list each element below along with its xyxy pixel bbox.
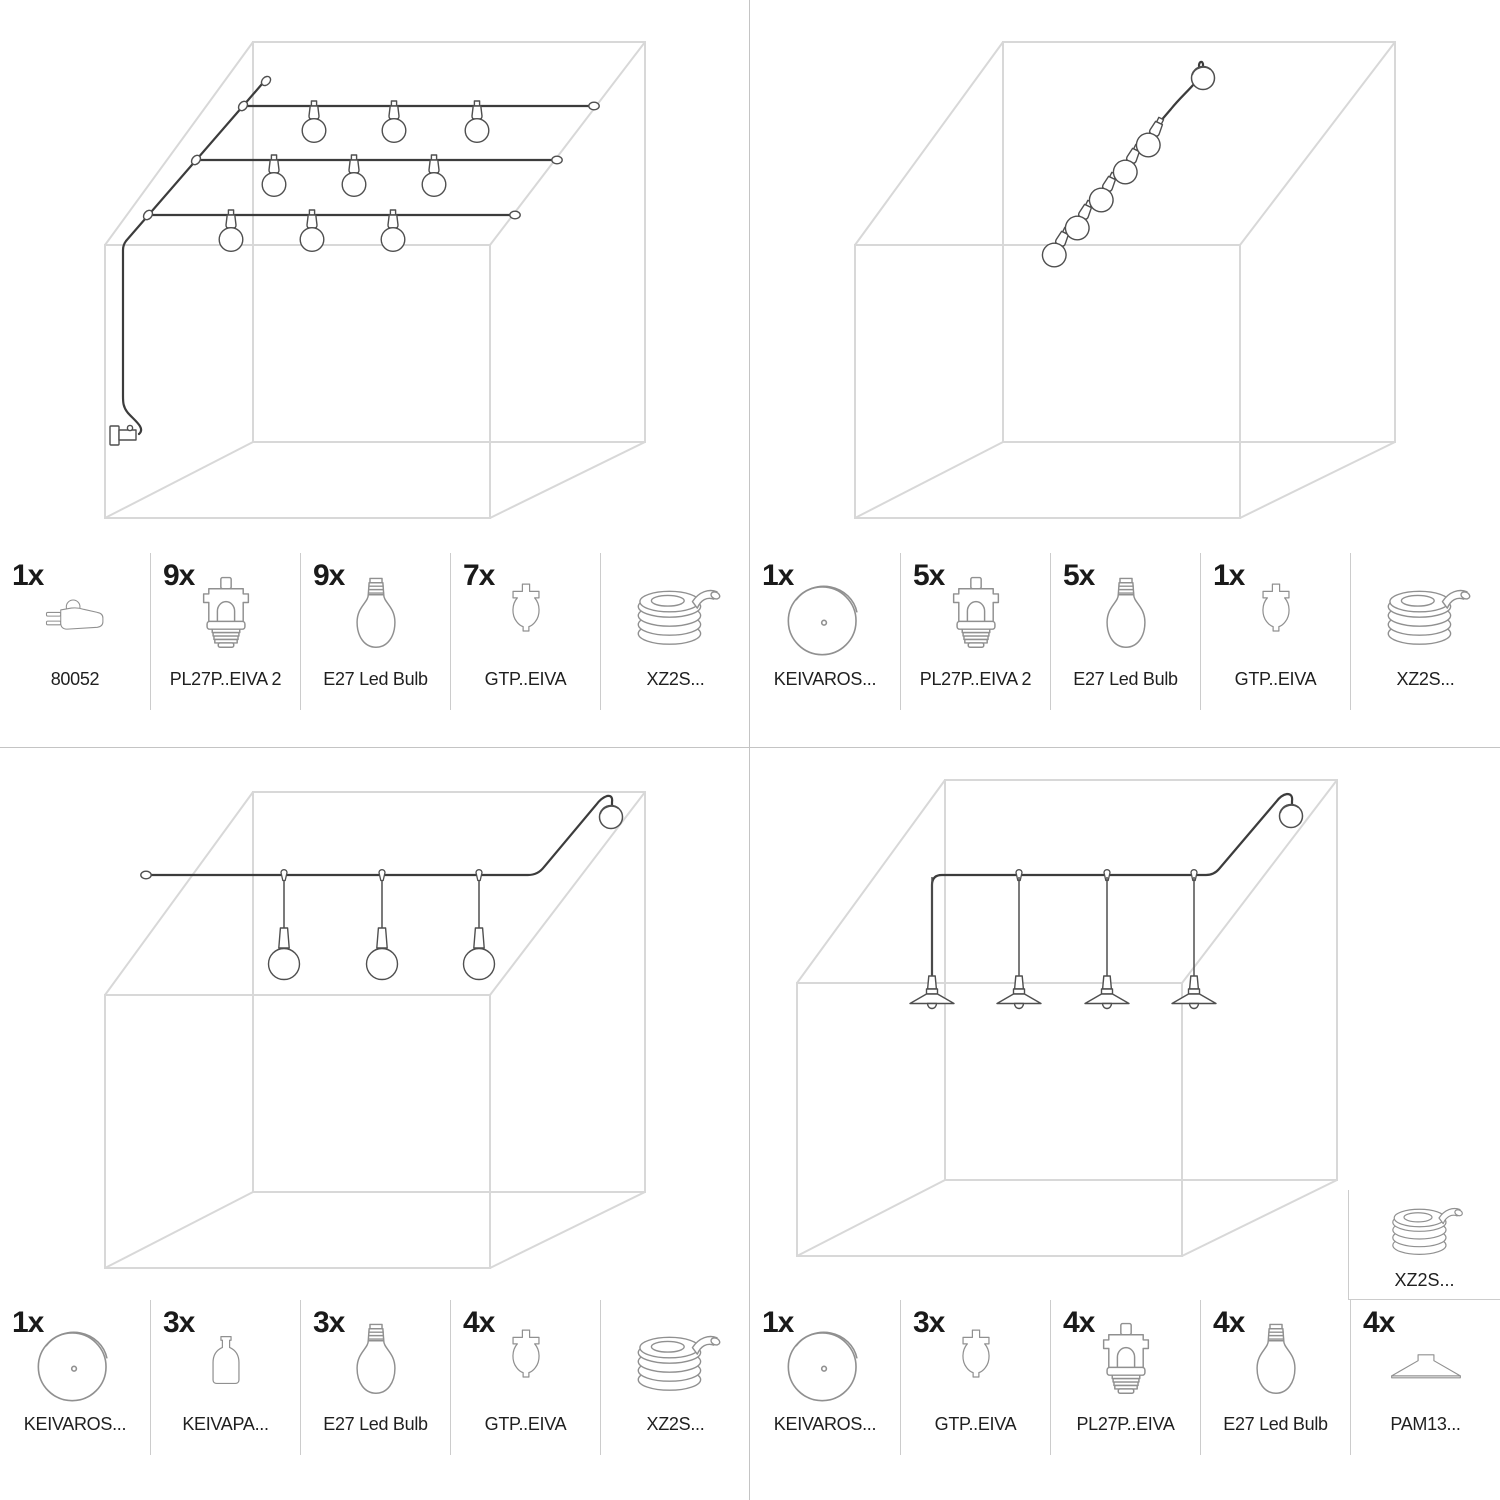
lampholder-icon (1051, 1314, 1200, 1413)
room-cube-wireframe (105, 792, 645, 1268)
part-code: XZ2S... (646, 669, 705, 689)
installation-diagram-pendant-bulbs (0, 750, 750, 1295)
shade-icon (1351, 1314, 1500, 1413)
bulb-icon (301, 1314, 450, 1413)
config-quadrant-bottom-left (0, 750, 750, 1500)
ceiling-rose-figure (1192, 67, 1215, 90)
coil-icon (1351, 567, 1500, 668)
part-cell (450, 553, 600, 710)
installation-diagram-diagonal-string (750, 0, 1500, 545)
part-cell (1350, 1300, 1500, 1455)
part-code: E27 Led Bulb (323, 1414, 428, 1434)
drop-connectors (1016, 870, 1197, 881)
part-qty: 1x (762, 1306, 794, 1339)
room-cube-wireframe (855, 42, 1395, 518)
part-cell (600, 553, 750, 710)
wall-plug-figure (110, 425, 136, 445)
room-cube-wireframe (105, 42, 645, 518)
part-code: E27 Led Bulb (1223, 1414, 1328, 1434)
part-cell (450, 1300, 600, 1455)
part-code: E27 Led Bulb (1073, 669, 1178, 689)
part-code: KEIVAROS... (23, 1414, 127, 1434)
part-code: PAM13... (1390, 1414, 1461, 1434)
part-code: KEIVAPA... (182, 1414, 269, 1434)
part-code: E27 Led Bulb (323, 669, 428, 689)
pendant-shades (910, 877, 1216, 1009)
part-cell (1350, 553, 1500, 710)
part-qty: 4x (1063, 1306, 1095, 1339)
coil-icon (601, 567, 750, 668)
rosette-icon (750, 567, 900, 668)
bulb-icon (1201, 1314, 1350, 1413)
pendant-line-cable (932, 794, 1292, 976)
part-cell (750, 553, 900, 710)
part-qty: 5x (913, 559, 945, 592)
string-light-cable (1053, 62, 1203, 247)
part-code: GTP..EIVA (484, 1414, 567, 1434)
part-qty: 7x (463, 559, 495, 592)
cable-end-tip (1044, 244, 1057, 257)
part-cell (0, 1300, 150, 1455)
part-code: KEIVAROS... (773, 1414, 877, 1434)
part-code: XZ2S... (1396, 669, 1455, 689)
pendant-line-cable (146, 796, 612, 875)
part-qty: 3x (313, 1306, 345, 1339)
part-cell (150, 1300, 300, 1455)
part-cell (0, 553, 150, 710)
ceiling-rose-figure (1280, 805, 1303, 828)
config-quadrant-top-left (0, 0, 750, 750)
hanging-bulbs (1038, 113, 1171, 270)
coil-icon (1349, 1196, 1500, 1267)
part-code: GTP..EIVA (934, 1414, 1017, 1434)
coil-icon (601, 1314, 750, 1413)
part-code: GTP..EIVA (1234, 669, 1317, 689)
part-qty: 1x (1213, 559, 1245, 592)
part-qty: 4x (1363, 1306, 1395, 1339)
part-cell (900, 553, 1050, 710)
string-light-cables (123, 84, 591, 434)
part-code: 80052 (50, 669, 100, 689)
installation-diagram-three-runs (0, 0, 750, 545)
bottle-icon (151, 1314, 300, 1413)
part-cell (150, 553, 300, 710)
rosette-icon (750, 1314, 900, 1413)
part-qty: 4x (1213, 1306, 1245, 1339)
part-cell (1050, 553, 1200, 710)
part-qty: 5x (1063, 559, 1095, 592)
cable-end-tip (141, 871, 151, 879)
part-qty: 9x (163, 559, 195, 592)
part-cell (900, 1300, 1050, 1455)
room-cube-wireframe (797, 780, 1337, 1256)
part-code: XZ2S... (646, 1414, 705, 1434)
part-qty: 1x (762, 559, 794, 592)
bulb-icon (301, 567, 450, 668)
part-qty: 1x (12, 559, 44, 592)
gtp-icon (1201, 567, 1350, 668)
gtp-icon (901, 1314, 1050, 1413)
pendant-bulbs (269, 870, 495, 980)
rosette-icon (0, 1314, 150, 1413)
part-code: XZ2S... (1394, 1270, 1455, 1290)
config-quadrant-bottom-right (750, 750, 1500, 1500)
part-qty: 1x (12, 1306, 44, 1339)
part-qty: 3x (913, 1306, 945, 1339)
cable-eyelets (142, 75, 599, 222)
part-cell (1200, 553, 1350, 710)
config-quadrant-top-right (750, 0, 1500, 750)
lampholder-icon (901, 567, 1050, 668)
part-code: PL27P..EIVA 2 (919, 669, 1032, 689)
part-qty: 4x (463, 1306, 495, 1339)
part-cell (300, 553, 450, 710)
gtp-icon (451, 567, 600, 668)
part-code: PL27P..EIVA (1076, 1414, 1175, 1434)
part-cell (600, 1300, 750, 1455)
ceiling-rose-figure (600, 806, 623, 829)
part-cell (1050, 1300, 1200, 1455)
gtp-icon (451, 1314, 600, 1413)
part-cell (300, 1300, 450, 1455)
plug-icon (0, 567, 150, 668)
part-code: KEIVAROS... (773, 669, 877, 689)
part-qty: 3x (163, 1306, 195, 1339)
lampholder-icon (151, 567, 300, 668)
part-cell-extra (1348, 1190, 1500, 1300)
part-cell (750, 1300, 900, 1455)
part-cell (1200, 1300, 1350, 1455)
bulb-icon (1051, 567, 1200, 668)
part-code: GTP..EIVA (484, 669, 567, 689)
part-qty: 9x (313, 559, 345, 592)
part-code: PL27P..EIVA 2 (169, 669, 282, 689)
hanging-bulbs (219, 101, 489, 251)
